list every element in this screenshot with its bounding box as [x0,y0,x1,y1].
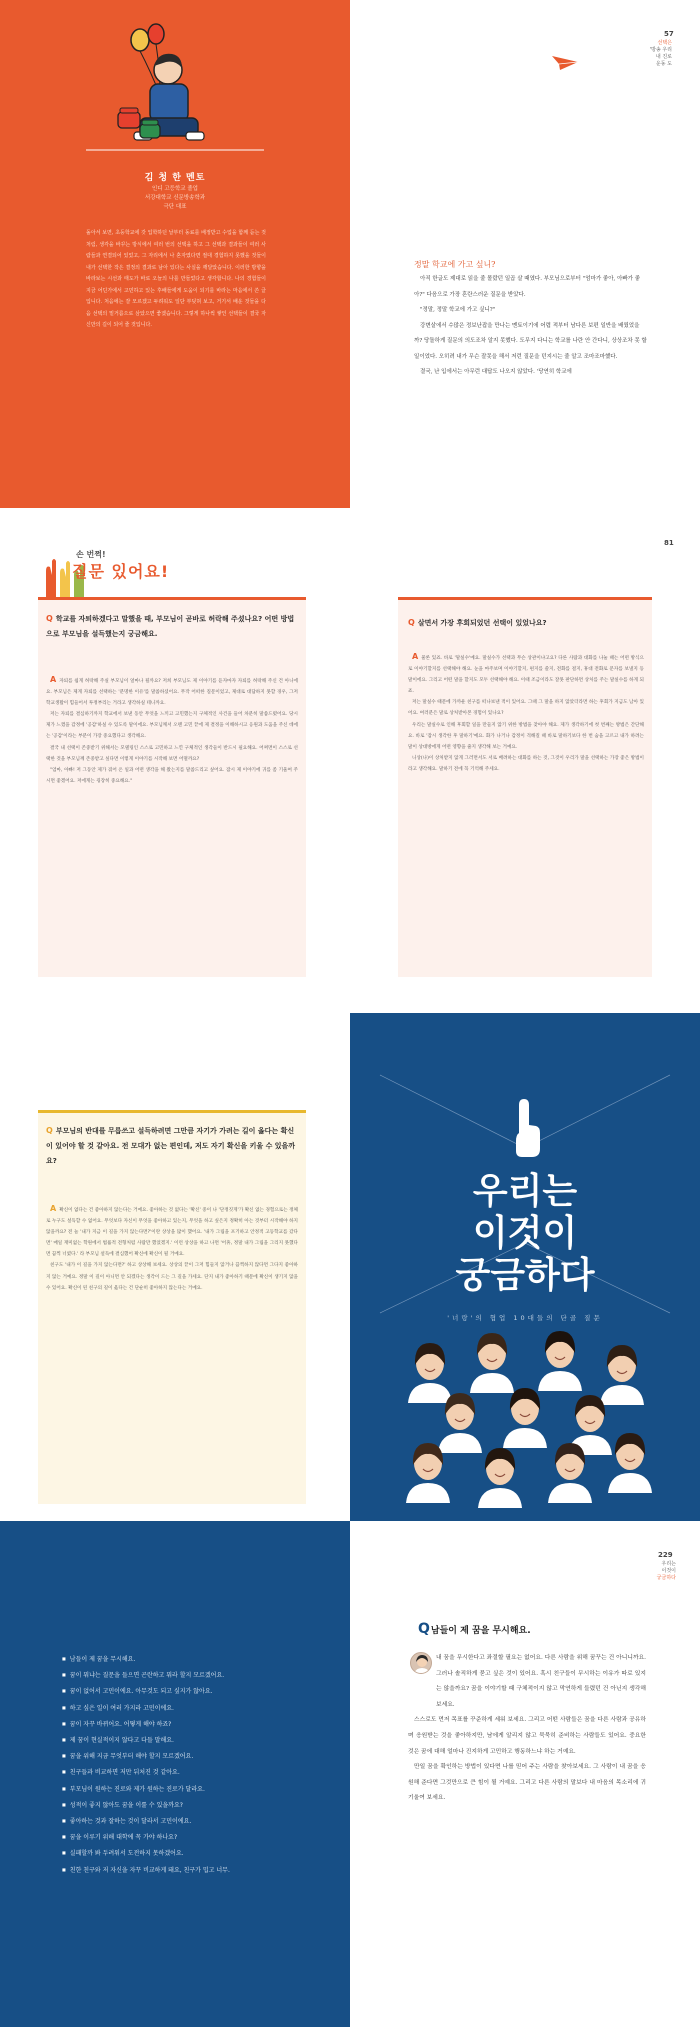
spread-question-list [0,1521,700,2027]
question-text: 부모님의 반대를 무릅쓰고 설득하려면 그만큼 자기가 가려는 길이 옳다는 확신이 있어야 할 것 같아요. 전 모대가 없는 편인데, 저도 자기 확신을 키울 수 있을까요? [46,1127,296,1165]
page-number: 81 [664,539,674,547]
chapter-subtitle: '너랑'의 협업 10대들의 단골 질문 [447,1314,603,1322]
essay-page [350,0,700,508]
mentor-role: 서강대학교 신문방송학과 [144,195,206,201]
mentor-photo [538,1331,582,1391]
mentor-photo [608,1433,652,1493]
question-title [46,611,298,642]
paragraph: 아직 한글도 제대로 읽을 줄 몰랐던 일곱 살 때였다. 부모님으로부터 "엄마가 좋아, 아빠가 좋아?" 다음으로 가장 혼란스러운 질문을 받았다. [414,276,641,298]
list-item: ■ 좋아하는 것과 잘하는 것이 달라서 고민이에요. [62,1813,302,1829]
answer-text: A물론 있죠. 바로 '말실수'예요. 말실수가 선택과 무슨 상관이냐고요? 다른 사람과 대화를 나눌 때는 어떤 방식으로 이야기할지를 선택해야 해요. 눈을 마주보며 이야기할지, 편지를 쓸지, 전화를 걸지, 휴대 전화로 문자를 보낼지 등 말이에요. 그리고 어떤 말을 할지도 모두 선택해야 해요. 이때 조금이라도 잘못 판단하면 상처를 주는 말실수를 하게 되죠. 저는 말실수 때문에 가까운 친구를 떠나보낸 적이 있어요. 그때 그 말을 하지 않았더라면 하는 후회가 지금도 남아 있어요. 여러분은 말로 상처받아본 경험이 있나요? 우리는 말실수로 인해 후회할 일을 만들지 않기 위한 방법을 찾아야 해요. 제가 생각하기에 첫 번째는 방법은 간단해요. 바로 '잠시 생각한 후 말하기'예요. 화가 나거나 감정이 격해질 때 바로 말하기보다 한 번 숨을 고르고 내가 하려는 말이 상대방에게 어떤 영향을 줄지 생각해 보는 거예요. 니상(나)이 상처받지 않게 그러면서도 서로 배려하는 대화를 하는 것, 그것이 우리가 말을 선택하는 가장 좋은 방법이라고 생각해요. 말하기 전에 꼭 기억해 주세요. [408,652,644,772]
paragraph: 결국, 난 입에서는 아무런 대답도 나오지 않았다. '당연히 학교에 [420,369,572,375]
list-item: ■ 하고 싶은 일이 여러 가지라 고민이에요. [62,1700,302,1716]
mentor-role: 극단 대표 [163,204,187,210]
answer-text: A자퇴를 쉽게 허락해 주실 부모님이 얼마나 될까요? 저희 부모님도 제 이야기를 듣자마자 자퇴를 허락해 주신 건 아니에요. 부모님은 제게 자퇴를 선택하는 '분명한 이유'를 말씀하셨어요. 무작 어떠한 질문이었고, 제대로 대답하지 못할 경우, 그저 학교생활이 힘들어서 투정부리는 거라고 생각하실 테니까요. 저는 자퇴를 결심하기까지 학교에서 보낸 동안 무엇을 느끼고 고민했는지 구체적인 사건을 들어 차분히 말씀드렸어요. 당시 제가 느꼈을 감정에 '공감'하실 수 있도록 말이에요. 부모님께서 오랜 고민 끝에 제 결정을 이해하시고 응원과 도움을 주신 데에는 '공감'이라는 부분이 가장 중요했다고 생각해요. 결국 내 선택이 존중받기 위해서는 모델링인 스스로 고민하고 느낀 구체적인 생각들이 반드시 필요해요. 어쩌면이 스스로 선택한 것을 부모님께 존중받고 싶다면 이렇게 이야기를 시작해 보면 어떨까요? "엄마, 아빠! 저 그동안 제가 겪어 온 일과 어떤 생각을 해 왔는지를 말씀드리고 싶어요. 잠시 제 이야기에 귀를 좀 기울여 주시면 좋겠어요. 저에게는 굉장히 중요해요." [46,675,298,784]
paper-plane-icon [550,52,580,72]
chapter-title-line: 이것이 [472,1213,578,1254]
question-mark-icon: Q [46,1126,53,1135]
list-item: ■ 꿈이 자꾸 바뀌어요. 어떻게 해야 하죠? [62,1716,302,1732]
spread-chapter-opener [0,1013,700,1521]
mentor-photo [478,1448,522,1508]
list-item: ■ 제 꿈이 현실적이지 않다고 다들 말해요. [62,1732,302,1748]
spread-mentor-intro [0,0,700,508]
paragraph: "정말, 정말 학교에 가고 싶니?" [420,307,496,313]
answer-text [408,1651,646,1807]
mentor-profile-page [0,0,350,508]
list-item: ■ 친구들과 비교하면 저만 뒤처진 것 같아요. [62,1764,302,1780]
answer-text: A확신이 없다는 건 좋아하지 않는다는 거예요. 좋아하는 것 없다는 '확신' 중이 나 '단정짓게'가 확신 없는 경험으로는 정체로 누구도 설득할 수 없어요. 무엇보다 자신이 무엇을 좋아하고 있는지, 무엇을 하고 싶은지 정확히 아는 것부터 시작해야 하지 않을까요? 전 늘 '내가 지금 이 길을 가지 않는다면?'이란 상상을 많이 했어요. '내가 그림을 포기하고 안정적 고등학교를 갔다면' 매일 재미없는 학원에서 법률적 전형처럼 사람만 했었겠지.' 이런 상상을 하고 나면 '어휴, 정말 내가 그림을 그리지 못했다면 끔찍 너였다.' 라 부모님 설득에 결심했어 확신에 확신이 될 거예요. 친구도 '내가 이 길을 가지 않는다면?' 하고 상상해 보세요. 상상의 끝이 그저 힘들지 않거나 끔찍하지 않다면 그다지 좋아하지 않는 거예요. 정말 이 길이 아니면 안 되겠다는 생각이 드는 그 길을 가세요. 단지 내가 좋아하기 때문에 확신이 생기지 않을 수 있어요. 확신이 된 친구의 길이 옳다는 건 단순히 좋아하지 않는다는 거예요. [46,1204,298,1291]
chapter-title-line: 우리는 [472,1171,578,1212]
question-text: 남들이 제 꿈을 무시해요. [430,1626,531,1636]
balloon-icon [131,29,149,51]
question-list-page [0,1521,350,2027]
mentor-photo [470,1333,514,1393]
list-item: ■ 꿈이 뭐냐는 질문을 들으면 곤란하고 뭐라 할지 모르겠어요. [62,1667,302,1683]
telephone-icon [140,124,160,138]
section-title: 질문 있어요! [72,562,170,581]
question-mark-icon: Q [418,1621,430,1637]
question-title [408,615,644,631]
list-item: ■ 친한 친구와 저 자신을 자꾸 비교하게 돼요, 친구가 밉고 너무. [62,1862,302,1878]
list-item: ■ 꿈이 없어서 고민이에요. 아무것도 되고 싶지가 않아요. [62,1683,302,1699]
mentor-illustration [0,0,350,160]
question-mark-icon: Q [408,618,415,627]
qna-right-page [350,527,700,991]
telephone-icon [118,112,140,128]
question-list [62,1651,302,1878]
mentor-name: 김 청 한 멘토 [144,173,206,183]
mentor-photo [503,1388,547,1448]
running-header: 우리는 이것이 궁금하다 [656,1561,676,1581]
balloon-icon [148,24,164,44]
mentor-photos [350,1013,700,1521]
paragraph: 강변살에서 수많은 정보난잡을 만나는 멘토이기에 어렵 적부터 남다른 보편 일반을 배웠었을까? 당돌하게 질문의 의도조차 알지 못했다. 도무지 다니는 학교를 나란 안 간다니, 상상조차 못 할 일이었다. 오히려 내가 무슨 잘못을 해서 저런 질문을 던지시는 줄 알고 조마조마했다. [414,322,647,360]
question-title [46,1123,298,1169]
mentor-bio-text: 돌아서 보면, 초등학교에 갓 입학하던 날부터 동료를 배정받고 수업을 함께 듣는 것처럼, 생각을 바꾸는 방식에서 여러 번의 선택을 하고 그 선택과 결과들이 여러 사람들과 연결되어 있었고, 그 자리에서 나 혼자였다면 절대 경험하지 못했을 것들이 내가 선택한 작은 결정의 결과로 남아 있다는 사실을 깨달았습니다. 이러한 방향을 바라보는 시선과 태도가 바로 오늘의 나를 만들었다고 생각합니다. 나의 경험들이 지금 어딘가에서 고민하고 있는 후배들에게 도움이 되기를 바라는 마음에서 쓴 글입니다. 처음에는 잘 모르겠고 두려워도 일단 부딪혀 보고, 거기서 배운 것들을 다음 선택의 밑거름으로 삼았으면 좋겠습니다. 그렇게 하나씩 쌓인 선택들이 결국 자신만의 길이 되어 줄 것입니다. [86,230,266,328]
answer-mark-icon: A [50,675,57,684]
essay-text [414,272,647,381]
list-item: ■ 성적이 좋지 않아도 꿈을 이룰 수 있을까요? [62,1797,302,1813]
running-header: 선택은 '방송 우리 내 진로 운동 도 [649,40,672,67]
question-text: 학교를 자퇴하겠다고 말했을 때, 부모님이 곧바로 허락해 주셨나요? 어떤 방법으로 부모님을 설득했는지 궁금해요. [46,615,295,638]
answer-mark-icon: A [50,1204,57,1213]
question-text: 살면서 가장 후회되었던 선택이 있었나요? [417,619,547,627]
paragraph: 내 꿈을 무시한다고 좌절할 필요는 없어요. 다른 사람을 위해 꿈꾸는 건 아니니까요. 그러나 솔직하게 묻고 싶은 것이 있어요. 혹시 친구들이 무시하는 이유가 따로 있지는 않을까요? 꿈을 이야기할 때 구체적이지 않고 막연하게 들렸던 건 아닌지 생각해 보세요. [436,1655,646,1708]
question-title [418,1621,531,1637]
list-item: ■ 꿈을 이루기 위해 대학에 꼭 가야 하나요? [62,1829,302,1845]
paragraph: 스스로도 먼저 목표를 꾸준하게 세워 보세요. 그리고 어떤 사람들은 꿈을 다른 사람과 공유하며 응원받는 것을 좋아하지만, 남에게 알리지 않고 묵묵히 준비하는 사람들도 있어요. 중요한 것은 꿈에 대해 얼마나 진지하게 고민하고 행동하느냐 하는 거예요. [408,1717,646,1755]
spread-qna [0,527,700,991]
answer-mark-icon: A [412,652,419,661]
mentor-photo [408,1343,452,1403]
question-card [38,1110,306,1504]
chapter-title-page [350,1013,700,1521]
list-item: ■ 꿈을 위해 지금 무엇부터 해야 할지 모르겠어요. [62,1748,302,1764]
list-item: ■ 부모님이 원하는 진로와 제가 원하는 진로가 달라요. [62,1781,302,1797]
page-number: 57 [664,30,674,38]
essay-question: 정말 학교에 가고 싶니? [414,260,496,269]
mentor-role: 인디 고등학교 졸업 [151,186,198,192]
question-card [38,597,306,977]
qna-left-page [0,527,350,991]
mentor-photo [600,1345,644,1405]
list-item: ■ 실패할까 봐 두려워서 도전하지 못하겠어요. [62,1845,302,1861]
section-kicker: 손 번쩍! [76,550,106,559]
page-number: 229 [658,1551,673,1559]
qna-page [0,1013,350,1521]
list-item: ■ 남들이 제 꿈을 무시해요. [62,1651,302,1667]
question-mark-icon: Q [46,614,53,623]
chapter-title-line: 궁금하다 [455,1255,595,1296]
paragraph: 만일 꿈을 확인하는 방법이 있다면 나를 믿어 주는 사람을 찾아보세요. 그 사람이 내 꿈을 응원해 준다면 그것만으로 큰 힘이 될 거예요. 그리고 다른 사람의 말보다 내 마음의 목소리에 귀 기울여 보세요. [408,1764,646,1802]
